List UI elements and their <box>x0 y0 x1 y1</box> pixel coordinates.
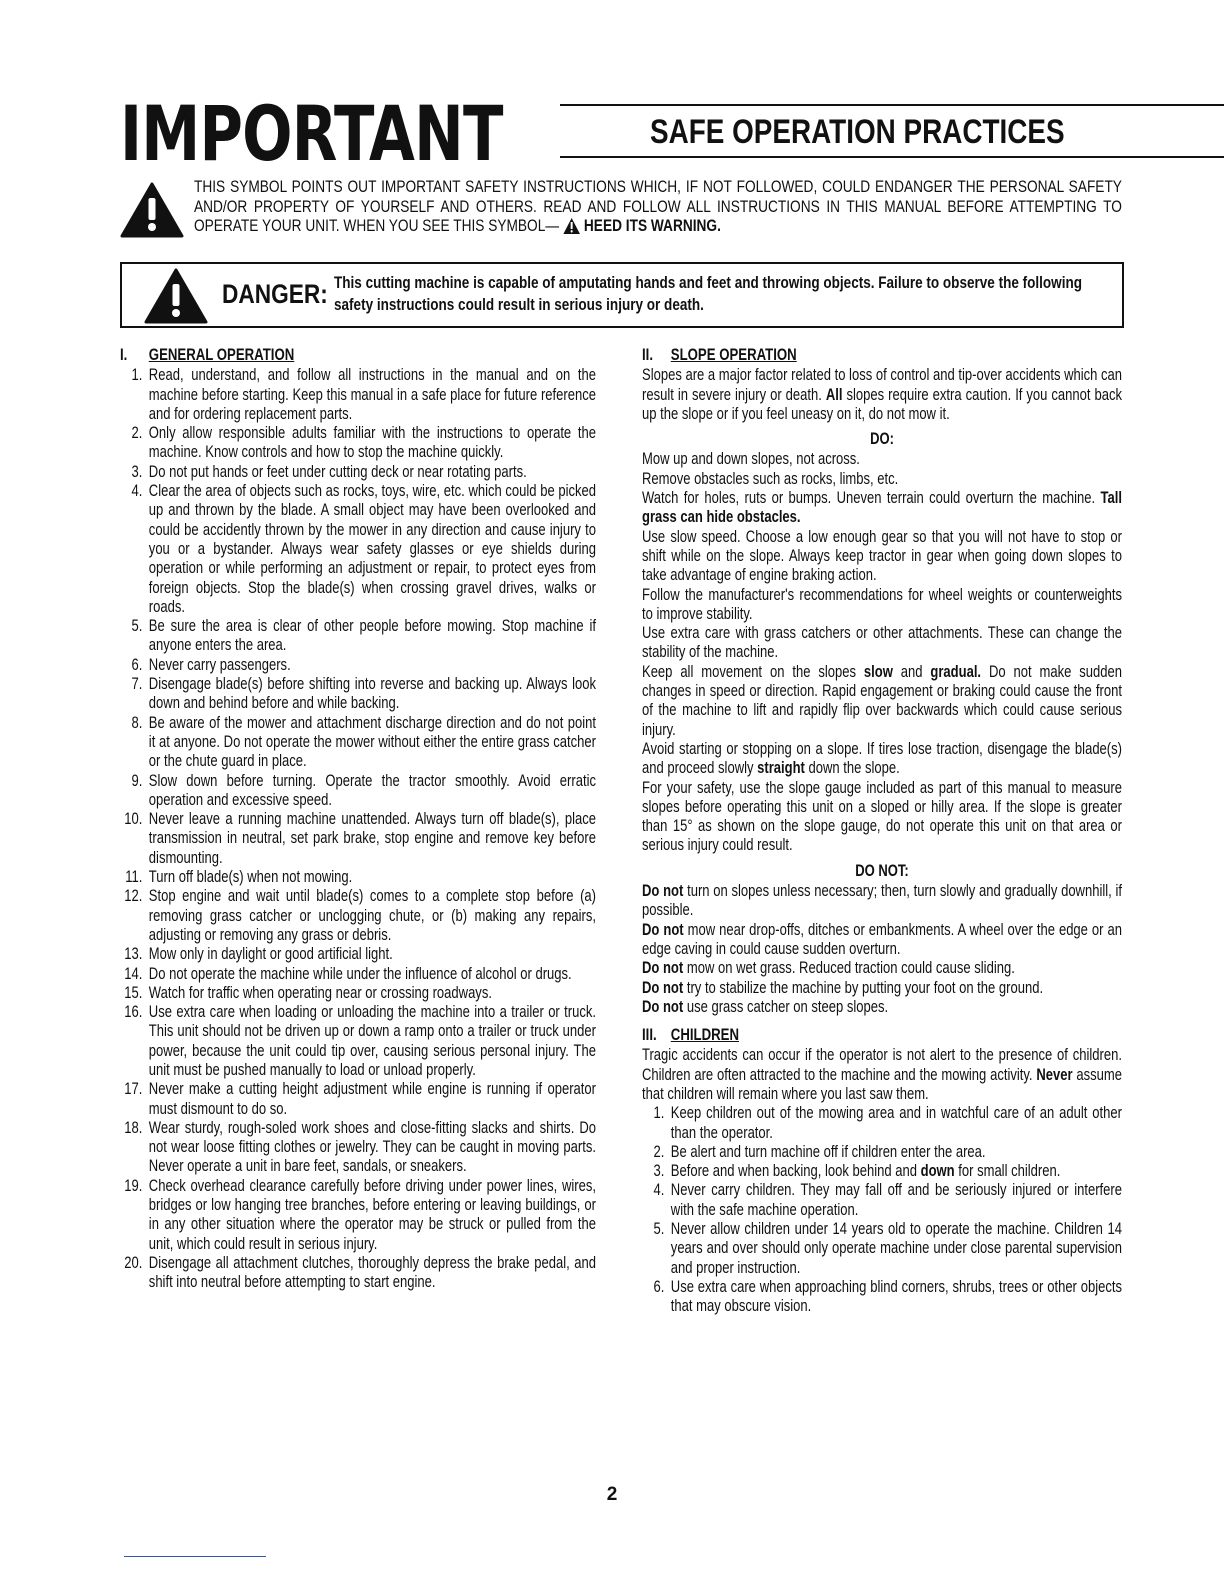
item-number: 8. <box>131 713 143 732</box>
page-title: IMPORTANT <box>120 89 503 178</box>
section-heading-children <box>642 1026 1122 1045</box>
item-text: Slow down before turning. Operate the tractor smoothly. Avoid erratic operation and excessive speed. <box>148 771 597 809</box>
warning-triangle-icon <box>120 182 184 238</box>
section-heading-slope <box>642 346 1122 365</box>
item-text: for small children. <box>954 1162 1061 1181</box>
item-number: 20. <box>124 1253 143 1272</box>
list-item <box>120 945 596 964</box>
text: and <box>892 662 931 681</box>
item-text: Do not operate the machine while under the influence of alcohol or drugs. <box>148 964 572 983</box>
list-item <box>642 1220 1122 1278</box>
do-item: Use slow speed. Choose a low enough gear so that you will not have to stop or shift while on the slope. Always keep tractor in gear when going down slopes to take advantage of engine braking action. <box>642 527 1122 585</box>
text: Slopes are a major factor related to loss of control and tip-over accidents which can result in severe injury or death. <box>642 366 1122 404</box>
emphasis: All <box>825 385 843 404</box>
list-item <box>120 366 596 424</box>
item-text: Never make a cutting height adjustment while engine is running if operator must dismount to do so. <box>148 1080 597 1118</box>
do-item: Use extra care with grass catchers or other attachments. These can change the stability of the machine. <box>642 624 1122 662</box>
item-number: 15. <box>124 983 143 1002</box>
list-item <box>120 965 596 984</box>
item-text: Disengage blade(s) before shifting into reverse and backing up. Always look down and behind before and while backing. <box>148 675 597 713</box>
item-text: Clear the area of objects such as rocks, toys, wire, etc. which could be picked up and thrown by the blade. A small object may have been overlooked and could be accidently thrown by the mower in any direction and cause injury to you or a bystander. Always wear safety glasses or eye shields during operation or while performing an adjustment or repair, to protect eyes from foreign objects. Stop the blade(s) when crossing gravel drives, walks or roads. <box>148 482 597 616</box>
do-item <box>642 489 1122 528</box>
item-number: 5. <box>131 617 143 636</box>
danger-label: DANGER: <box>222 279 328 309</box>
do-not-item <box>642 959 1122 978</box>
do-item <box>642 740 1122 779</box>
do-not-item <box>642 979 1122 998</box>
list-item <box>120 675 596 714</box>
list-item <box>642 1181 1122 1220</box>
text: try to stabilize the machine by putting your foot on the ground. <box>683 978 1044 997</box>
do-not-item <box>642 921 1122 960</box>
item-text: Watch for traffic when operating near or crossing roadways. <box>148 983 492 1002</box>
item-number: 7. <box>131 675 143 694</box>
text: slopes require extra caution. If you cannot back up the slope or if you feel uneasy on it, do not mow it. <box>642 385 1122 423</box>
list-item <box>120 1080 596 1119</box>
item-text: Turn off blade(s) when not mowing. <box>148 868 353 887</box>
item-text: Use extra care when approaching blind corners, shrubs, trees or other objects that may obscure vision. <box>670 1277 1122 1316</box>
do-item: Remove obstacles such as rocks, limbs, etc. <box>642 469 899 488</box>
text: Watch for holes, ruts or bumps. Uneven terrain could overturn the machine. <box>642 489 1101 508</box>
danger-text: This cutting machine is capable of amputating hands and feet and throwing objects. Failure to observe the following safety instructions could result in serious injury or death. <box>334 274 1082 314</box>
slope-intro <box>642 366 1122 424</box>
intro-text <box>194 178 1122 237</box>
text: mow on wet grass. Reduced traction could cause sliding. <box>683 959 1015 978</box>
left-column <box>120 346 596 1293</box>
item-text: Before and when backing, look behind and <box>670 1162 921 1181</box>
item-number: 10. <box>124 810 143 829</box>
section-title: CHILDREN <box>670 1026 739 1045</box>
item-number: 9. <box>131 771 143 790</box>
item-number: 1. <box>131 366 143 385</box>
item-number: 3. <box>653 1162 665 1181</box>
warning-triangle-icon <box>144 268 208 324</box>
page-number: 2 <box>606 1484 618 1505</box>
item-text: Read, understand, and follow all instructions in the manual and on the machine before starting. Keep this manual in a safe place for future reference and for ordering replacement parts. <box>148 366 597 423</box>
item-number: 1. <box>653 1104 665 1123</box>
list-item <box>120 1254 596 1293</box>
emphasis: Do not <box>642 978 684 997</box>
text: Avoid starting or stopping on a slope. If tires lose traction, disengage the blade(s) and proceed slowly <box>642 739 1122 778</box>
general-operation-list <box>120 366 596 1292</box>
section-number: III. <box>642 1026 657 1045</box>
item-number: 18. <box>124 1118 143 1137</box>
text: turn on slopes unless necessary; then, turn slowly and gradually downhill, if possible. <box>642 882 1122 920</box>
list-item <box>120 424 596 463</box>
text: assume that children will remain where you last saw them. <box>642 1065 1122 1103</box>
do-not-heading: DO NOT: <box>855 861 909 880</box>
emphasis: slow <box>863 662 893 681</box>
list-item <box>120 772 596 811</box>
item-number: 4. <box>131 482 143 501</box>
emphasis: straight <box>757 759 805 778</box>
item-text: Stop engine and wait until blade(s) comes to a complete stop before (a) removing grass catcher or unclogging chute, or (b) making any repairs, adjusting or removing any grass or debris. <box>148 887 597 944</box>
item-text: Be alert and turn machine off if children enter the area. <box>670 1142 986 1161</box>
item-number: 3. <box>131 462 143 481</box>
item-text: Do not put hands or feet under cutting deck or near rotating parts. <box>148 462 527 481</box>
title-rule-bottom <box>560 156 1224 158</box>
section-heading-general <box>120 346 596 365</box>
right-column <box>642 346 1122 1317</box>
item-number: 6. <box>131 655 143 674</box>
item-text: Only allow responsible adults familiar with the instructions to operate the machine. Know controls and how to stop the machine quickly. <box>148 424 597 462</box>
text: Keep all movement on the slopes <box>642 662 864 681</box>
list-item <box>120 887 596 945</box>
item-text: Never leave a running machine unattended. Always turn off blade(s), place transmission in neutral, set park brake, stop engine and remove key before dismounting. <box>148 810 597 867</box>
item-number: 2. <box>131 424 143 443</box>
footer-rule <box>124 1556 266 1557</box>
title-rule-top <box>560 104 1224 106</box>
danger-box <box>120 262 1124 328</box>
emphasis: Never <box>1036 1065 1073 1084</box>
heed-warning: HEED ITS WARNING. <box>583 217 721 235</box>
item-text: Be aware of the mower and attachment discharge direction and do not point it at anyone. Do not operate the mower without either the entire grass catcher or the chute guard in place. <box>148 713 597 771</box>
section-number: II. <box>642 346 654 364</box>
do-not-item <box>642 998 1122 1017</box>
do-item: Mow up and down slopes, not across. <box>642 450 860 469</box>
item-text: Disengage all attachment clutches, thoroughly depress the brake pedal, and shift into neutral before attempting to start engine. <box>148 1253 597 1292</box>
emphasis: Do not <box>642 882 684 901</box>
item-number: 17. <box>124 1080 143 1099</box>
list-item <box>120 617 596 656</box>
text: mow near drop-offs, ditches or embankments. A wheel over the edge or an edge caving in could cause sudden overturn. <box>642 920 1122 958</box>
item-text: Never allow children under 14 years old to operate the machine. Children 14 years and over should only operate machine under close parental supervision and proper instruction. <box>670 1220 1122 1277</box>
text: Tragic accidents can occur if the operator is not alert to the presence of children. Children are often attracted to the machine and the mowing activity. <box>642 1046 1122 1084</box>
list-item <box>642 1278 1122 1317</box>
title-row <box>120 89 1124 178</box>
item-number: 2. <box>653 1142 665 1161</box>
item-number: 6. <box>653 1277 665 1296</box>
do-item: Follow the manufacturer's recommendations for wheel weights or counterweights to improve stability. <box>642 585 1122 623</box>
do-not-item <box>642 882 1122 921</box>
do-item <box>642 663 1122 740</box>
item-number: 16. <box>124 1003 143 1022</box>
section-title: SLOPE OPERATION <box>670 346 797 364</box>
spacer <box>642 1017 1122 1026</box>
list-item <box>642 1143 1122 1162</box>
children-intro <box>642 1046 1122 1104</box>
emphasis: Do not <box>642 920 684 939</box>
do-item: For your safety, use the slope gauge included as part of this manual to measure slopes before operating this unit on a sloped or hilly area. If the slope is greater than 15° as shown on the slope gauge, do not operate this unit on that area or serious injury could result. <box>642 778 1122 855</box>
item-number: 4. <box>653 1181 665 1200</box>
item-text: Check overhead clearance carefully before driving under power lines, wires, bridges or low hanging tree branches, before entering or leaving buildings, or in any other situation where the operator may be struck or pulled from the unit, which could result in serious injury. <box>148 1176 597 1253</box>
list-item <box>642 1104 1122 1143</box>
item-number: 14. <box>124 964 143 983</box>
item-text: Keep children out of the mowing area and in watchful care of an adult other than the operator. <box>670 1104 1122 1142</box>
item-number: 5. <box>653 1220 665 1239</box>
emphasis: Tall grass can hide obstacles. <box>642 489 1122 527</box>
item-text: Wear sturdy, rough-soled work shoes and close-fitting slacks and shirts. Do not wear loose fitting clothes or jewelry. They can be caught in moving parts. Never operate a unit in bare feet, sandals, or sneakers. <box>148 1118 597 1176</box>
item-text: Never carry passengers. <box>148 655 291 674</box>
text: Do not make sudden changes in speed or direction. Rapid engagement or braking could cause the front of the machine to lift and rapidly flip over backwards which could cause serious injury. <box>642 662 1122 739</box>
intro-body: THIS SYMBOL POINTS OUT IMPORTANT SAFETY INSTRUCTIONS WHICH, IF NOT FOLLOWED, COULD ENDANGER THE PERSONAL SAFETY AND/OR PROPERTY OF YOURSELF AND OTHERS. READ AND FOLLOW ALL INSTRUCTIONS IN THIS MANUAL BEFORE ATTEMPTING TO OPERATE YOUR UNIT. WHEN YOU SEE THIS SYMBOL— <box>194 178 1122 235</box>
item-text: Mow only in daylight or good artificial light. <box>148 945 393 964</box>
item-number: 19. <box>124 1176 143 1195</box>
list-item <box>120 463 596 482</box>
text: use grass catcher on steep slopes. <box>683 997 889 1016</box>
text: down the slope. <box>804 759 900 778</box>
item-number: 11. <box>125 868 143 887</box>
children-list <box>642 1104 1122 1316</box>
list-item <box>120 1119 596 1177</box>
item-text: Be sure the area is clear of other people before mowing. Stop machine if anyone enters the area. <box>148 617 597 655</box>
list-item <box>120 868 596 887</box>
item-number: 13. <box>124 945 143 964</box>
emphasis: down <box>920 1162 955 1181</box>
list-item <box>120 482 596 617</box>
item-number: 12. <box>124 887 143 906</box>
section-number: I. <box>120 346 128 364</box>
do-heading: DO: <box>870 430 894 449</box>
safety-symbol-intro <box>120 178 1124 244</box>
item-text: Use extra care when loading or unloading the machine into a trailer or truck. This unit should not be driven up or down a ramp onto a trailer or truck under power, because the unit could tip over, causing serious personal injury. The unit must be pushed manually to load or unload properly. <box>148 1003 597 1079</box>
warning-triangle-icon <box>562 217 580 235</box>
page-subtitle: SAFE OPERATION PRACTICES <box>650 113 1065 151</box>
emphasis: Do not <box>642 959 684 978</box>
emphasis: Do not <box>642 997 684 1016</box>
list-item <box>120 714 596 772</box>
list-item <box>120 984 596 1003</box>
list-item <box>120 1177 596 1254</box>
section-title: GENERAL OPERATION <box>148 346 295 364</box>
item-text: Never carry children. They may fall off and be seriously injured or interfere with the safe machine operation. <box>670 1181 1122 1219</box>
list-item <box>642 1162 1122 1181</box>
list-item <box>120 810 596 868</box>
list-item <box>120 656 596 675</box>
list-item <box>120 1003 596 1080</box>
emphasis: gradual. <box>930 662 982 681</box>
